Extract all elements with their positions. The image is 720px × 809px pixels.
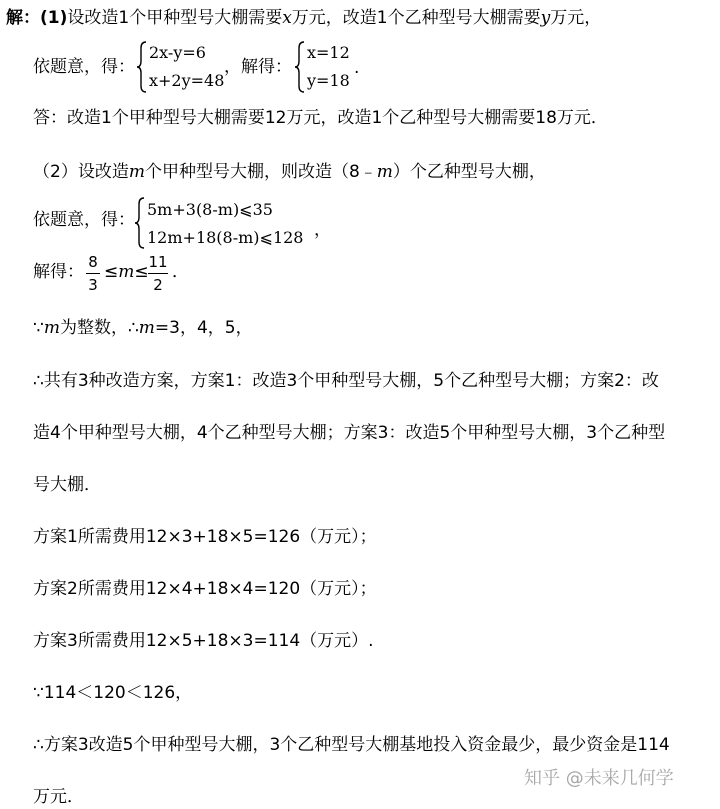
variable-m: m	[138, 318, 155, 338]
part2-range: ≤m≤	[104, 262, 149, 282]
zhihu-watermark: 知乎 @未来几何学	[524, 768, 674, 789]
inequality-1: 5m+3(8-m)⩽35	[147, 200, 273, 219]
conclusion-line-1: ∴方案3改造5个甲种型号大棚，3个乙种型号大棚基地投入资金最少，最少资金是114	[33, 735, 670, 755]
equation-1: 2x-y=6	[149, 43, 206, 62]
solution-x: x=12	[307, 43, 350, 62]
cost-comparison: ∵114＜120＜126，	[33, 683, 193, 703]
cost-plan-1: 方案1所需费用12×3+18×5=126（万元）；	[33, 527, 377, 547]
variable-m: m	[118, 262, 135, 282]
conclusion-line-2: 万元．	[33, 787, 84, 807]
variable-m: m	[376, 162, 393, 182]
part1-given-label: 依题意，得：	[33, 57, 135, 77]
part2-setup-line: （2）设改造m个甲种型号大棚，则改造（8﹣m）个乙种型号大棚，	[33, 162, 546, 182]
part2-integer-line: ∵m为整数，∴m=3，4，5，	[33, 318, 253, 338]
fraction-8-3: 8 3	[86, 252, 100, 295]
left-brace-icon	[134, 196, 146, 250]
left-brace-icon	[136, 40, 148, 94]
variable-m: m	[43, 318, 60, 338]
part1-answer: 答：改造1个甲种型号大棚需要12万元，改造1个乙种型号大棚需要18万元．	[33, 108, 608, 128]
part2-range-end: ．	[172, 262, 189, 282]
solution-y: y=18	[307, 71, 350, 90]
variable-m: m	[128, 162, 145, 182]
part1-solve-label: ，解得：	[224, 57, 292, 77]
variable-x: x	[282, 8, 292, 28]
variable-y: y	[540, 8, 551, 28]
plans-line-3: 号大棚．	[33, 475, 101, 495]
left-brace-icon	[294, 40, 306, 94]
inequality-system	[134, 196, 324, 250]
part2-given-label: 依题意，得：	[33, 210, 135, 230]
equation-2: x+2y=48	[149, 71, 225, 90]
plans-line-2: 造4个甲种型号大棚，4个乙种型号大棚；方案3：改造5个甲种型号大棚，3个乙种型	[33, 423, 666, 443]
fraction-11-2: 11 2	[148, 253, 168, 294]
cost-plan-2: 方案2所需费用12×4+18×4=120（万元）；	[33, 579, 377, 599]
plans-line-1: ∴共有3种改造方案，方案1：改造3个甲种型号大棚，5个乙种型号大棚；方案2：改	[33, 371, 659, 391]
part2-ineq-end: ，	[314, 220, 331, 240]
cost-plan-3: 方案3所需费用12×5+18×3=114（万元）.	[33, 631, 374, 651]
part1-solve-end: .	[354, 58, 360, 78]
inequality-2: 12m+18(8-m)⩽128	[147, 228, 304, 247]
solution-label: 解：(1)	[6, 8, 68, 28]
part2-solve-label: 解得：	[33, 262, 84, 282]
part1-setup-line: 解：(1)设改造1个甲种型号大棚需要x万元，改造1个乙种型号大棚需要y万元，	[6, 8, 602, 28]
